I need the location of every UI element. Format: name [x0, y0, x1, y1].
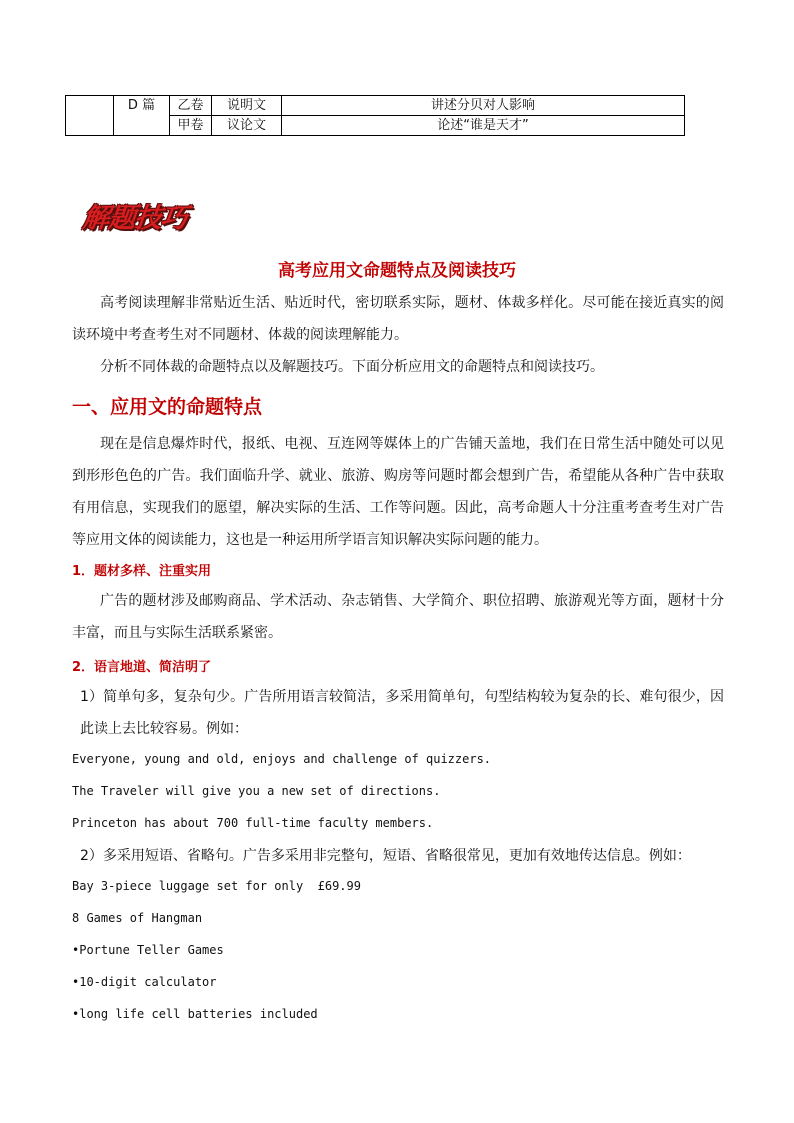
point2-sub2: 2）多采用短语、省略句。广告多采用非完整句，短语、省略很常见，更加有效地传达信息。例如： — [80, 848, 691, 864]
example-line: 8 Games of Hangman — [72, 911, 203, 925]
genre-table — [65, 95, 685, 136]
example-line: Bay 3-piece luggage set for only £69.99 — [72, 879, 361, 893]
example-line: The Traveler will give you a new set of directions. — [72, 784, 441, 798]
page-title: 高考应用文命题特点及阅读技巧 — [278, 261, 516, 281]
section-heading: 一、应用文的命题特点 — [72, 396, 263, 418]
table-cell-genre: 议论文 — [212, 116, 282, 136]
table-cell-juan: 甲卷 — [170, 116, 212, 136]
table-cell-genre: 说明文 — [212, 96, 282, 116]
point1-paragraph: 广告的题材涉及邮购商品、学术活动、杂志销售、大学简介、职位招聘、旅游观光等方面，题材十分丰富，而且与实际生活联系紧密。 — [72, 593, 724, 641]
table-cell-juan: 乙卷 — [170, 96, 212, 116]
table-cell-pian: D 篇 — [114, 96, 170, 136]
tips-badge: 解题技巧 — [81, 203, 189, 234]
example-line: •long life cell batteries included — [72, 1007, 318, 1021]
example-line: •Portune Teller Games — [72, 943, 224, 957]
table-cell-desc: 讲述分贝对人影响 — [282, 96, 685, 116]
table-cell-empty — [66, 96, 114, 136]
intro-paragraph-2: 分析不同体裁的命题特点以及解题技巧。下面分析应用文的命题特点和阅读技巧。 — [100, 359, 604, 375]
section-paragraph: 现在是信息爆炸时代，报纸、电视、互连网等媒体上的广告铺天盖地，我们在日常生活中随处可以见到形形色色的广告。我们面临升学、就业、旅游、购房等问题时都会想到广告，希望能从各种广告中获取有用信息，实现我们的愿望，解决实际的生活、工作等问题。因此，高考命题人十分注重考查考生对广告等应用文体的阅读能力，这也是一种运用所学语言知识解决实际问题的能力。 — [72, 436, 724, 548]
example-line: Everyone, young and old, enjoys and challenge of quizzers. — [72, 752, 492, 766]
intro-paragraph-1: 高考阅读理解非常贴近生活、贴近时代，密切联系实际，题材、体裁多样化。尽可能在接近真实的阅读环境中考查考生对不同题材、体裁的阅读理解能力。 — [72, 295, 724, 343]
subheading-2: 2．语言地道、简洁明了 — [72, 660, 212, 675]
example-line: •10-digit calculator — [72, 975, 217, 989]
subheading-1: 1．题材多样、注重实用 — [72, 564, 212, 579]
table-row — [66, 96, 685, 116]
table-cell-desc: 论述“谁是天才” — [282, 116, 685, 136]
example-line: Princeton has about 700 full-time faculty members. — [72, 816, 434, 830]
point2-sub1: 1）简单句多，复杂句少。广告所用语言较简洁，多采用简单句，句型结构较为复杂的长、难句很少，因此读上去比较容易。例如： — [80, 689, 724, 737]
